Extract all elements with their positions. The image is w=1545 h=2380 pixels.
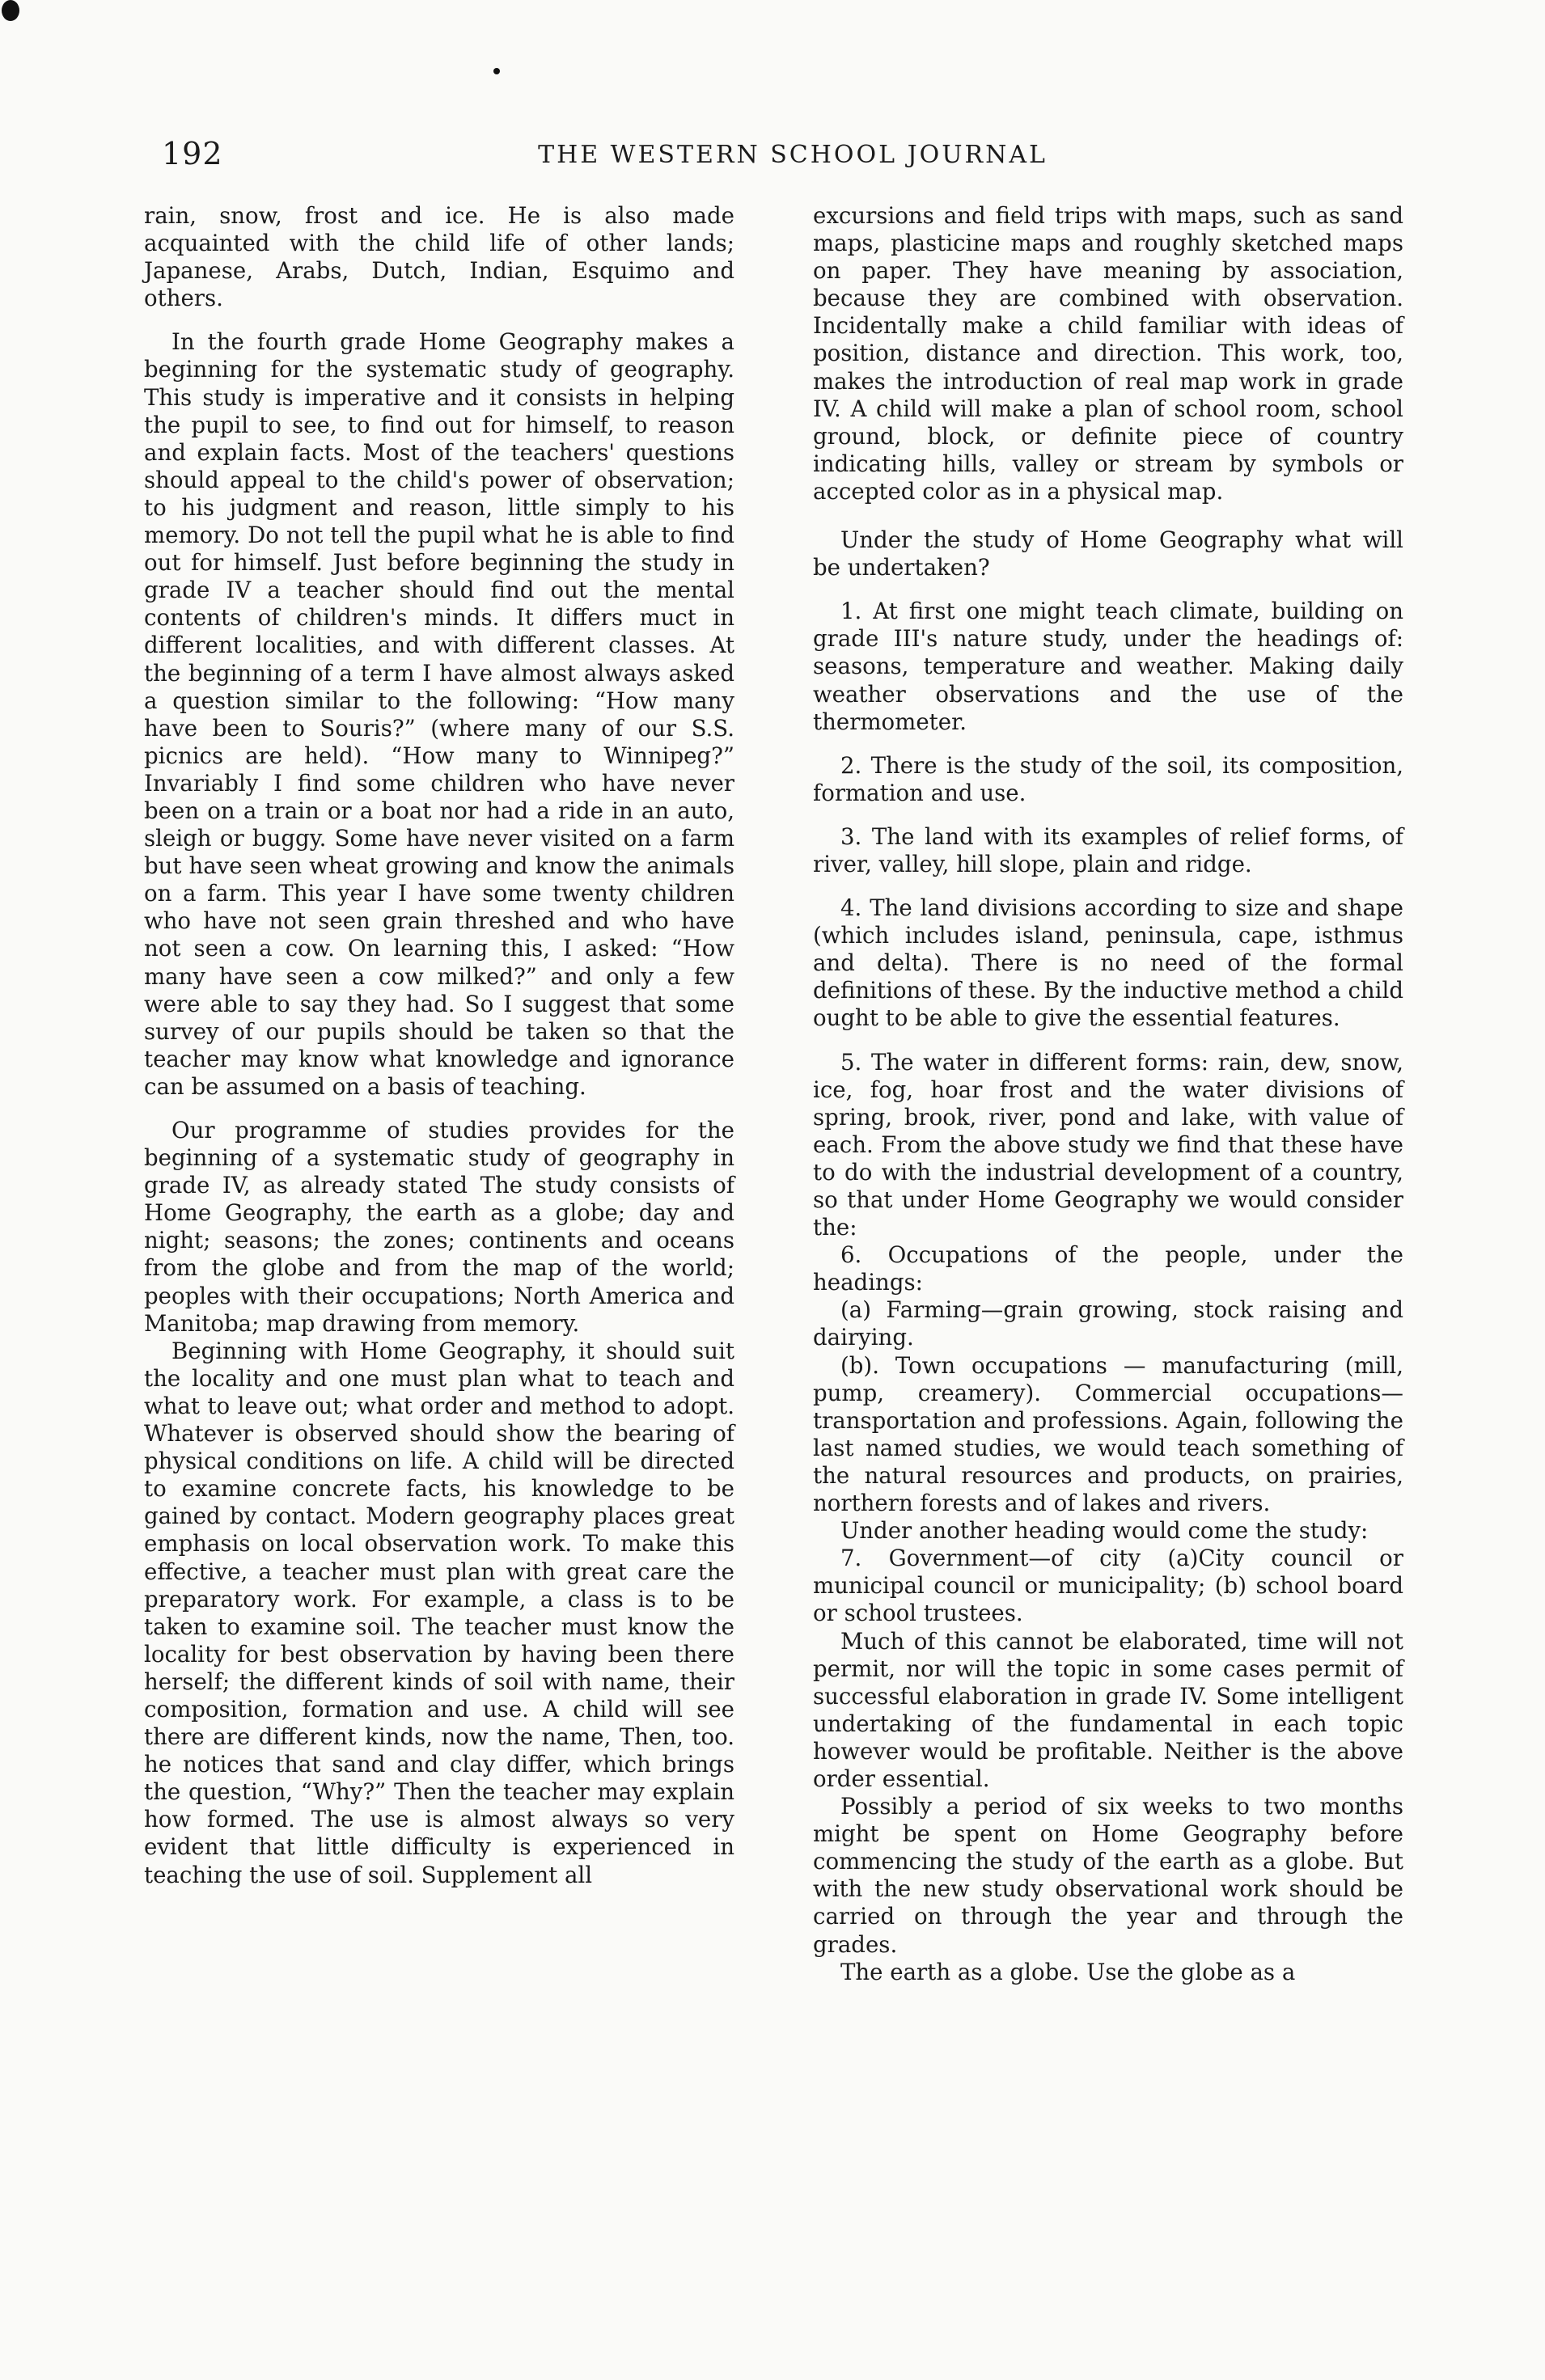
paragraph: Much of this cannot be elaborated, time will not permit, nor will the topic in some cases permit of successful elaboration in grade IV. Some intelligent undertaking of the fundamental in each topic however would be profitable. Neither is the above order essential. (813, 1627, 1403, 1792)
page-number: 192 (162, 136, 223, 171)
paragraph: In the fourth grade Home Geography makes a beginning for the systematic study of geography. This study is imperative and it consists in helping the pupil to see, to find out for himself, to reason and explain facts. Most of the teachers' questions should appeal to the child's power of observation; to his judgment and reason, little simply to his memory. Do not tell the pupil what he is able to find out for himself. Just before beginning the study in grade IV a teacher should find out the mental contents of children's minds. It differs muct in different localities, and with different classes. At the beginning of a term I have almost always asked a question similar to the following: “How many have been to Souris?” (where many of our S.S. picnics are held). “How many to Winnipeg?” Invariably I find some children who have never been on a train or a boat nor had a ride in an auto, sleigh or buggy. Some have never visited on a farm but have seen wheat growing and know the animals on a farm. This year I have some twenty children who have not seen grain threshed and who have not seen a cow. On learning this, I asked: “How many have seen a cow milked?” and only a few were able to say they had. So I suggest that some survey of our pupils should be taken so that the teacher may know what knowledge and ignorance can be assumed on a basis of teaching. (144, 328, 734, 1100)
paragraph: excursions and field trips with maps, such as sand maps, plasticine maps and roughly sketched maps on paper. They have meaning by association, because they are combined with observation. Incidentally make a child familiar with ideas of position, distance and direction. This work, too, makes the introduction of real map work in grade IV. A child will make a plan of school room, school ground, block, or definite piece of country indicating hills, valley or stream by symbols or accepted color as in a physical map. (813, 202, 1403, 505)
list-item: 2. There is the study of the soil, its composition, formation and use. (813, 751, 1403, 806)
right-column (813, 202, 1403, 1986)
paragraph: Beginning with Home Geography, it should suit the locality and one must plan what to teach and what to leave out; what order and method to adopt. Whatever is observed should show the bearing of physical conditions on life. A child will be directed to examine concrete facts, his knowledge to be gained by contact. Modern geography places great emphasis on local observation work. To make this effective, a teacher must plan with great care the preparatory work. For example, a class is to be taken to examine soil. The teacher must know the locality for best observation by having been there herself; the different kinds of soil with name, their composition, formation and use. A child will see there are different kinds, now the name, Then, too. he notices that sand and clay differ, which brings the question, “Why?” Then the teacher may explain how formed. The use is almost always so very evident that little difficulty is experienced in teaching the use of soil. Supplement all (144, 1337, 734, 1888)
paragraph: Under the study of Home Geography what will be undertaken? (813, 526, 1403, 581)
ink-speck (493, 68, 500, 74)
running-title: THE WESTERN SCHOOL JOURNAL (538, 141, 1048, 169)
page-header (162, 136, 1424, 184)
list-item: 1. At first one might teach climate, building on grade III's nature study, under the headings of: seasons, temperature and weather. Making daily weather observations and the use of the thermometer. (813, 598, 1403, 735)
paragraph: rain, snow, frost and ice. He is also made acquainted with the child life of other lands; Japanese, Arabs, Dutch, Indian, Esquimo and others. (144, 202, 734, 312)
list-item: 7. Government—of city (a)City council or municipal council or municipality; (b) school board or school trustees. (813, 1545, 1403, 1627)
sub-list-item: (a) Farming—grain growing, stock raising and dairying. (813, 1296, 1403, 1351)
list-item: 4. The land divisions according to size and shape (which includes island, peninsula, cape, isthmus and delta). There is no need of the formal definitions of these. By the inductive method a child ought to be able to give the essential features. (813, 894, 1403, 1032)
paragraph: Possibly a period of six weeks to two months might be spent on Home Geography before commencing the study of the earth as a globe. But with the new study observational work should be carried on through the year and through the grades. (813, 1793, 1403, 1958)
paragraph: The earth as a globe. Use the globe as a (840, 1958, 1296, 1985)
list-item: 5. The water in different forms: rain, dew, snow, ice, fog, hoar frost and the water divisions of spring, brook, river, pond and lake, with value of each. From the above study we find that these have to do with the industrial development of a country, so that under Home Geography we would consider the: (813, 1048, 1403, 1241)
sub-list-item: (b). Town occupations — manufacturing (mill, pump, creamery). Commercial occupations—transportation and professions. Again, following the last named studies, we would teach something of the natural resources and products, on prairies, northern forests and of lakes and rivers. (813, 1351, 1403, 1517)
paragraph: Under another heading would come the study: (840, 1517, 1369, 1545)
list-item: 6. Occupations of the people, under the headings: (813, 1241, 1403, 1296)
ink-speck (2, 0, 19, 21)
list-item: 3. The land with its examples of relief forms, of river, valley, hill slope, plain and ridge. (813, 822, 1403, 877)
left-column (144, 202, 734, 1889)
paragraph: Our programme of studies provides for the beginning of a systematic study of geography in grade IV, as already stated The study consists of Home Geography, the earth as a globe; day and night; seasons; the zones; continents and oceans from the globe and from the map of the world; peoples with their occupations; North America and Manitoba; map drawing from memory. (144, 1117, 734, 1337)
